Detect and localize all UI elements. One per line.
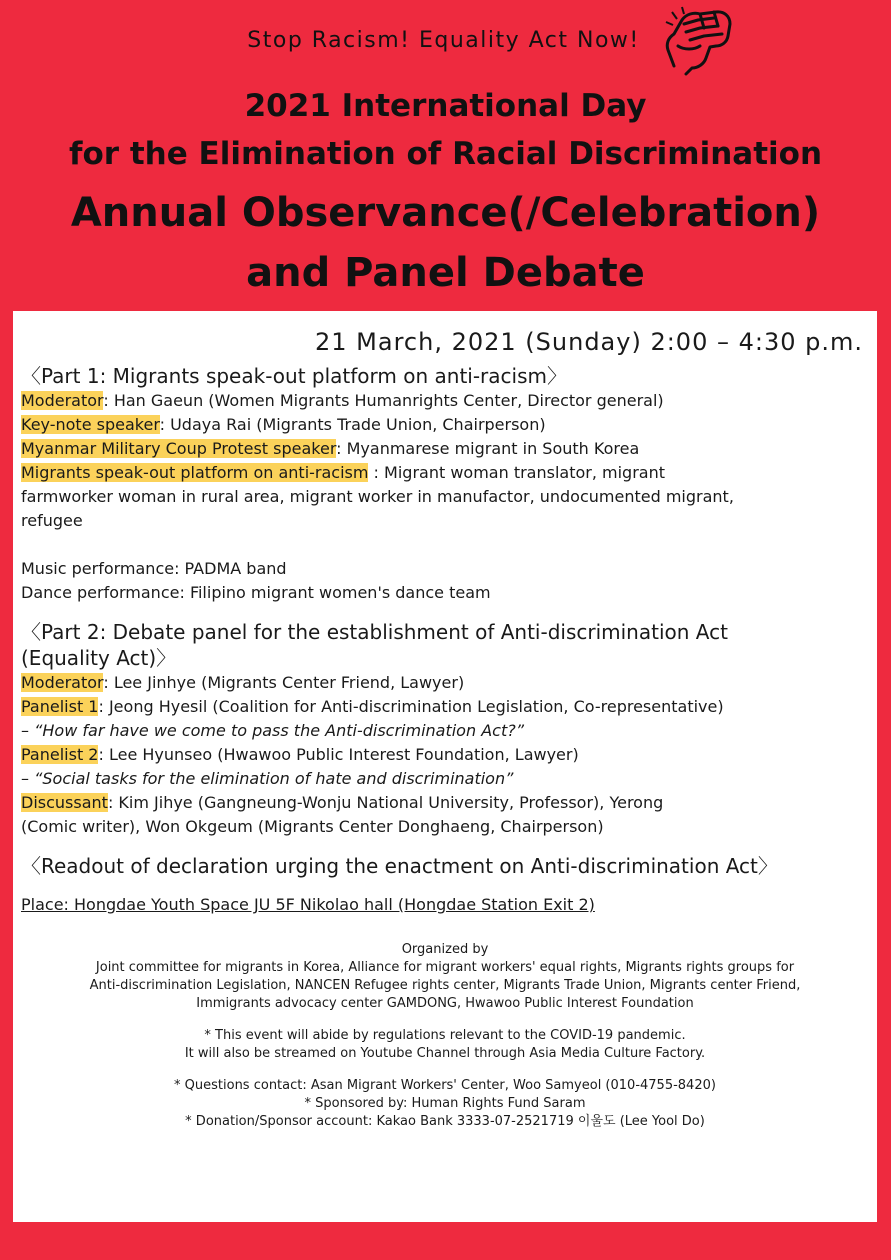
covid-note: * This event will abide by regulations relevant to the COVID-19 pandemic. — [204, 1028, 686, 1043]
readout-heading: 〈Readout of declaration urging the enactment on Anti-discrimination Act〉 — [21, 854, 778, 878]
event-date: 21 March, 2021 (Sunday) 2:00 – 4:30 p.m. — [315, 328, 863, 356]
part2-heading-cont: (Equality Act)〉 — [21, 646, 177, 670]
moderator-label: Moderator — [21, 391, 104, 410]
part2-moderator: Moderator: Lee Jinhye (Migrants Center Friend, Lawyer) — [21, 673, 465, 692]
content-panel — [13, 311, 877, 1222]
discussant-label: Discussant — [21, 793, 108, 812]
title-line-3: Annual Observance(/Celebration) — [70, 190, 821, 236]
discussant-cont: (Comic writer), Won Okgeum (Migrants Center Donghaeng, Chairperson) — [21, 817, 604, 836]
streaming-note: It will also be streamed on Youtube Channel through Asia Media Culture Factory. — [184, 1046, 706, 1061]
panelist-2-label: Panelist 2 — [21, 745, 99, 764]
part1-keynote: Key-note speaker: Udaya Rai (Migrants Trade Union, Chairperson) — [21, 415, 546, 434]
panelist-2: Panelist 2: Lee Hyunseo (Hwawoo Public Interest Foundation, Lawyer) — [21, 745, 579, 764]
keynote-label: Key-note speaker — [21, 415, 160, 434]
discussant: Discussant: Kim Jihye (Gangneung-Wonju National University, Professor), Yerong — [21, 793, 664, 812]
part2-heading: 〈Part 2: Debate panel for the establishment of Anti-discrimination Act — [21, 620, 728, 644]
panelist-2-topic: – “Social tasks for the elimination of hate and discrimination” — [21, 769, 514, 788]
part1-speakout-cont-2: refugee — [21, 511, 83, 530]
part1-speakout: Migrants speak-out platform on anti-racism : Migrant woman translator, migrant — [21, 463, 665, 482]
moderator-label: Moderator — [21, 673, 104, 692]
part1-myanmar-speaker: Myanmar Military Coup Protest speaker: Myanmarese migrant in South Korea — [21, 439, 640, 458]
contact-note: * Questions contact: Asan Migrant Workers' Center, Woo Samyeol (010-4755-8420) — [174, 1078, 716, 1093]
title-line-1: 2021 International Day — [244, 88, 647, 124]
organizers-line-3: Immigrants advocacy center GAMDONG, Hwawoo Public Interest Foundation — [196, 996, 694, 1011]
part1-heading: 〈Part 1: Migrants speak-out platform on anti-racism〉 — [21, 364, 567, 388]
myanmar-speaker-label: Myanmar Military Coup Protest speaker — [21, 439, 337, 458]
panelist-1-topic: – “How far have we come to pass the Anti-discrimination Act?” — [21, 721, 524, 740]
slogan: Stop Racism! Equality Act Now! — [247, 28, 640, 53]
title-line-2: for the Elimination of Racial Discrimination — [68, 136, 823, 172]
organized-by-label: Organized by — [401, 942, 489, 957]
panelist-1: Panelist 1: Jeong Hyesil (Coalition for Anti-discrimination Legislation, Co-representative) — [21, 697, 724, 716]
donation-note: * Donation/Sponsor account: Kakao Bank 3333-07-2521719 이울도 (Lee Yool Do) — [185, 1114, 705, 1129]
organizers-line-2: Anti-discrimination Legislation, NANCEN Refugee rights center, Migrants Trade Union, Migrants center Friend, — [89, 978, 801, 993]
sponsor-note: * Sponsored by: Human Rights Fund Saram — [304, 1096, 586, 1111]
poster-header — [0, 0, 891, 310]
music-performance: Music performance: PADMA band — [21, 559, 287, 578]
organizers-line-1: Joint committee for migrants in Korea, Alliance for migrant workers' equal rights, Migrants rights groups for — [95, 960, 795, 975]
speakout-label: Migrants speak-out platform on anti-racism — [21, 463, 369, 482]
raised-fist-icon — [664, 6, 736, 80]
panelist-1-label: Panelist 1 — [21, 697, 99, 716]
title-line-4: and Panel Debate — [246, 250, 645, 296]
event-place: Place: Hongdae Youth Space JU 5F Nikolao hall (Hongdae Station Exit 2) — [21, 895, 595, 914]
dance-performance: Dance performance: Filipino migrant women's dance team — [21, 583, 491, 602]
part1-speakout-cont: farmworker woman in rural area, migrant worker in manufactor, undocumented migrant, — [21, 487, 734, 506]
part1-moderator: Moderator: Han Gaeun (Women Migrants Humanrights Center, Director general) — [21, 391, 664, 410]
